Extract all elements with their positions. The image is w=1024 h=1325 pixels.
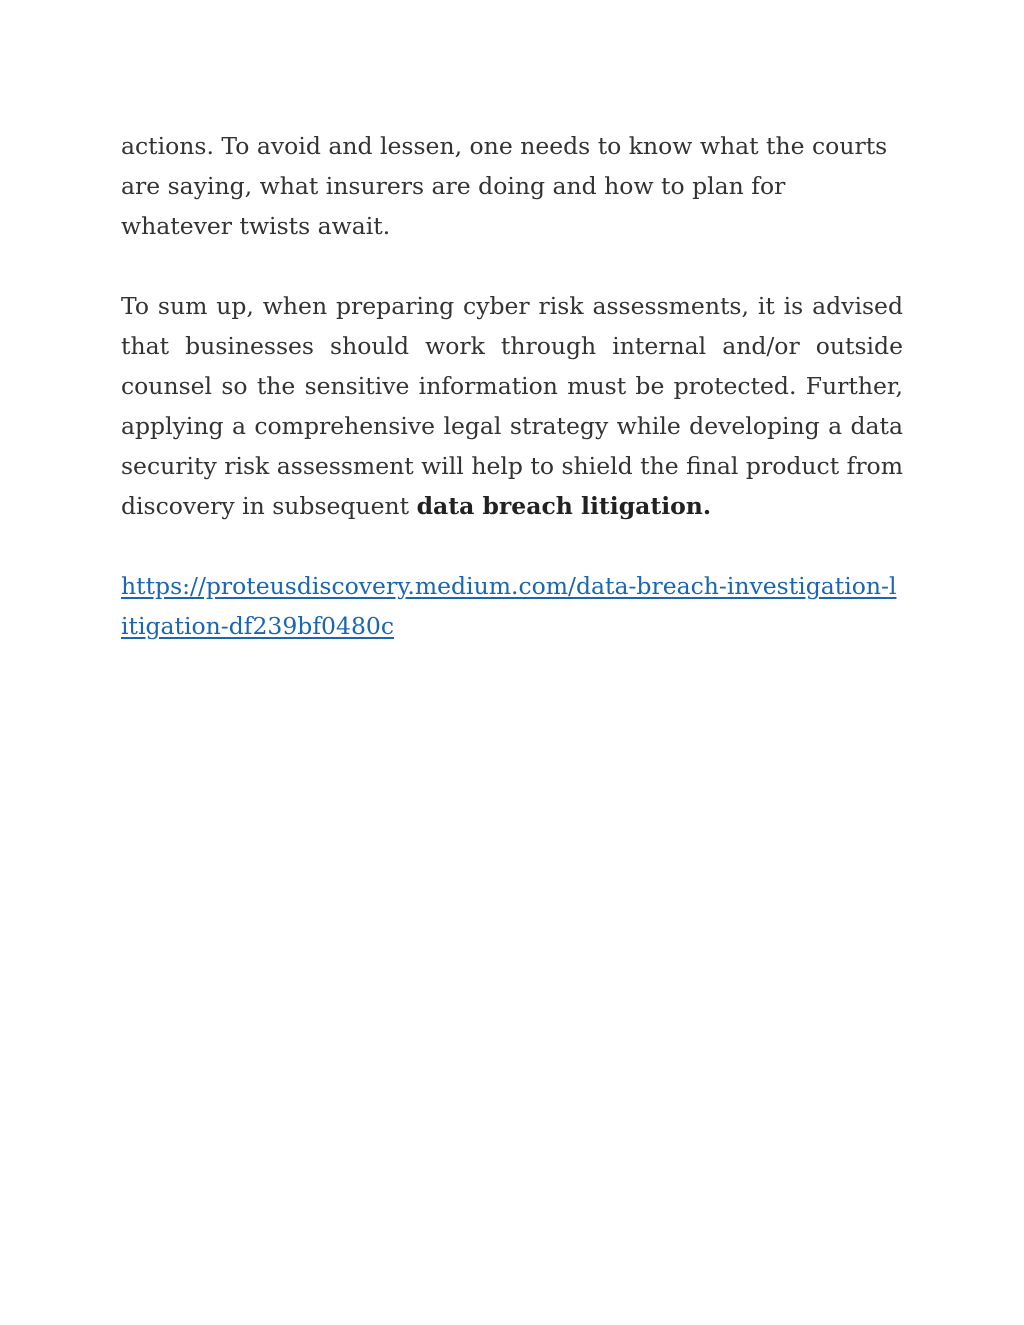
paragraph-intro: actions. To avoid and lessen, one needs to know what the courts are saying, what insurers are doing and how to plan for whatever twists await.: [121, 132, 888, 240]
paragraph-link: [121, 566, 903, 646]
document-body: [121, 126, 903, 686]
paragraph-summary-text: To sum up, when preparing cyber risk assessments, it is advised that businesses should work through internal and/or outside counsel so the sensitive information must be protected. Further, applying a comprehensive legal strategy while developing a data security risk assessment will help to shield the final product from discovery in subsequent: [121, 292, 903, 520]
source-link[interactable]: https://proteusdiscovery.medium.com/data-breach-investigation-litigation-df239bf0480c: [121, 572, 897, 640]
paragraph-summary: [121, 286, 903, 526]
bold-phrase: data breach litigation.: [416, 492, 712, 520]
